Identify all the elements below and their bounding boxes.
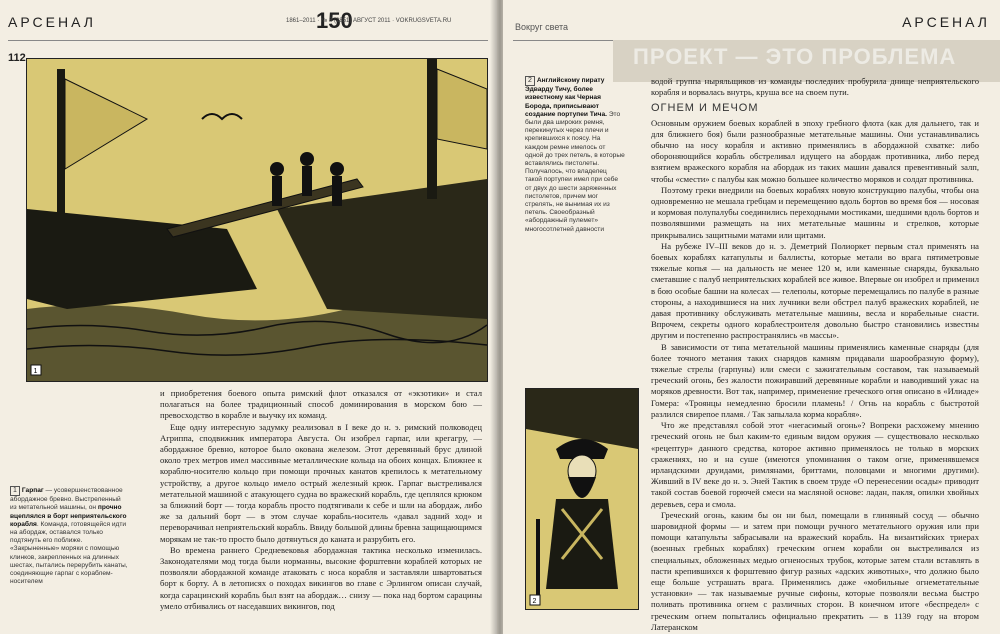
page-number-left: 112 bbox=[8, 52, 26, 64]
paragraph: На рубеже IV–III веков до н. э. Деметрий Полиоркет первым стал применять на боевых кораблях катапульты и баллисты, которые метали во врага пятиметровые тяжелые копья — на дальность не менее 120 м, или каменные снаряды, буквально сметавшие с палуб неприятельских кораблей все живое. Впервые он изобрел и применил в бою особые башни на колесах — гелеполы, которые перемещались по палубе в разные стороны, а находившиеся на них лучники вели обстрел палуб вражеских кораблей, не давая противнику обслуживать метательные машины, весла и корабельные снасти. Впрочем, секреты одного кораблестроителя довольно быстро становились известны другим и постепенно распространялись «в массы». bbox=[651, 240, 979, 341]
paragraph: Поэтому греки внедрили на боевых кораблях новую конструкцию палубы, чтобы она одновременно не мешала гребцам и перемещению вдоль бортов во время боя — носовая и кормовая полупалубы соединились переходными мостиками, шедшими вдоль бортов и позволявшими размещать на них метательные машины и стрелков, которые прикрывались защитными матами или щитами. bbox=[651, 184, 979, 240]
caption-2 bbox=[525, 76, 625, 234]
paragraph: Основным оружием боевых кораблей в эпоху гребного флота (как для дальнего, так и для ближнего боя) были разнообразные метательные машины. Они устанавливались обычно на носу корабля и активно применялись в абордажной схватке: либо обороняющийся корабль обстреливал идущего на абордаж противника, либо перед взятием вражеского корабля на абордаж из таких машин давался превентивный залп, чтобы «смести» с палубы как можно большее количество моряков и солдат противника. bbox=[651, 117, 979, 184]
anniversary-logo: 150 bbox=[316, 8, 353, 33]
boarding-illustration bbox=[26, 58, 488, 382]
masthead-line: 1861–2011 · № 8 (2851) АВГУСТ 2011 · VOKRUGSVETA.RU bbox=[286, 18, 452, 24]
svg-text:1: 1 bbox=[33, 368, 38, 375]
article-body-right bbox=[651, 76, 979, 633]
caption-number: 2 bbox=[525, 76, 535, 86]
left-page bbox=[0, 0, 497, 634]
pirate-drawing bbox=[526, 389, 638, 609]
paragraph: водой группа ныряльщиков из команды последних пробурила днище неприятельского корабля и ворвалась внутрь, круша все на своем пути. bbox=[651, 76, 979, 98]
pirate-illustration bbox=[525, 388, 639, 610]
caption-text-end: . Команда, готовящейся идти на абордаж, оставался только подтянуть его поближе. «Закрыненные» моряки с помощью клинков, закрепленных на длинных шестах, пытались перерубить канаты, соединяющие гарпаг с кораблем-носителем bbox=[10, 520, 128, 586]
paragraph: Еще одну интересную задумку реализовал в I веке до н. э. римский полководец Агриппа, сподвижник императора Августа. Он изобрел гарпаг, или крегагру, — абордажное бревно, которое было окована железом. Этот деревянный брус длиной около трех метров имел массивные металлические кольца на обоих концах. Ближнее к кораблю-носителю кольцо при помощи прочных канатов крепилось к метательному устройству, а другое кольцо имело острый железный крюк. Гарпаг выстреливался метательной машиной с атакующего судна во вражеский корабль, где цеплялся крюком за ближний борт — тогда корабль просто подтягивали к себе и шли на абордаж, либо же за дальний борт — в этом случае корабль-носитель «давал задний ход» и переворачивал неприятельский корабль. Ввиду большой длины бревна защищающимся морякам не так-то просто было дотянуться до каната и разрубить его. bbox=[160, 421, 482, 544]
subheading: ОГНЕМ И МЕЧОМ bbox=[651, 102, 759, 115]
caption-text: Это были два широких ремня, перекинутых через плечи и крепившихся к поясу. На каждом ремне имелось от одной до трех петель, в которые вставлялись пистолеты. Получалось, что владелец такой портупеи имел при себе от двух до шести заряженных пистолетов, причем мог стрелять, не вынимая их из петель. Своеобразный «абордажный пулемет» многосотлетней давности bbox=[525, 110, 625, 233]
caption-1 bbox=[10, 486, 128, 586]
paragraph: Что же представлял собой этот «негасимый огонь»? Вопреки расхожему мнению греческий огонь не был каким-то единым видом оружия — существовало несколько «рецептур» данного средства, которое активно применялось не только в морских сражениях, но и на суше (имеются упоминания о таком огне, применявшемся ирландскими друидами, римлянами, бриттами, половцами и многими другими). Живший в IV веке до н. э. Эней Тактик в своем труде «О перенесении осады» приводит такой состав боевой горючей смеси на масляной основе: ладан, пакля, опилки хвойных деревьев, сера и смола. bbox=[651, 420, 979, 509]
section-title: АРСЕНАЛ bbox=[902, 14, 990, 30]
paragraph: Греческий огонь, каким бы он ни был, помещали в глиняный сосуд — обычно шаровидной формы — и затем при помощи ручного метательного оружия или при помощи катапульты забрасывали на вражеский корабль. На византийских триерах (военных гребных кораблях) греческим огнем корабли он выстреливался из специальных, обложенных медью огненосных трубок, которые затем стали вставлять в пасти крепившихся к форштевню фигур разных «адских животных», что должно было еще больше устрашать врага. Применялись даже «мобильные огнеметательные установки» — так называемые ручные сифоны, которые позволяли весьма быстро поливать противника огнем с различных сторон. В конечном итоге «беспредел» с греческим огнем попытались официально прекратить — в 1139 году на втором Латеранском bbox=[651, 509, 979, 632]
left-section-title bbox=[8, 14, 96, 32]
article-body-left bbox=[160, 388, 482, 612]
right-page bbox=[503, 0, 1000, 634]
caption-number: 1 bbox=[10, 486, 20, 496]
picture-number: 2 bbox=[532, 598, 537, 605]
caption-text: — усовершенствованное абордажное бревно. Выстреленный из метательной машины, он bbox=[10, 487, 123, 512]
paragraph: и приобретения боевого опыта римский флот отказался от «экзотики» и стал полагаться на более традиционный способ доминирования в морском бою — превосходство в корабле и выучку их команд. bbox=[160, 388, 482, 421]
caption-bold: прочно вцеплялся в борт неприятельского корабля bbox=[10, 504, 127, 528]
paragraph: Во времена раннего Средневековья абордажная тактика несколько изменилась. Законодателями мод тогда были норманны, высокие форштевни кораблей которых не позволяли абордажной команде атаковать с носа корабля и заставляли швартоваться борт к борту. А в летописях о походах викингов во главе с Эрлингом описан случай, когда сарацинский корабль был взят на абордаж… снизу — пока над бортом сарацины умело отбивались от наседавших викингов, под bbox=[160, 544, 482, 611]
paragraph: В зависимости от типа метательной машины применялись каменные снаряды (для более точного метания таких снарядов камням придавали шарообразную форму), тяжелые стрелы (гарпуны) или смеси с зажигательным составом, так называемый греческий огонь, без жалости пожиравший деревянные корабли и наводивший ужас на моряков древности. Вот так, например, применение греческого огня описано в «Илиаде» Гомера: «Троянцы немедленно бросили пламень! / Огнь на корабль с быстротой разлился свирепое пламя. / Так запылала корма корабля». bbox=[651, 341, 979, 419]
decorative-title: ПРОЕКТ — ЭТО ПРОБЛЕМА bbox=[633, 44, 957, 69]
caption-term: Гарпаг bbox=[21, 487, 44, 494]
section-title: АРСЕНАЛ bbox=[8, 14, 96, 30]
illustration-drawing bbox=[27, 59, 487, 381]
caption-bold: Английскому пирату Эдварду Тичу, более известному как Черная Борода, приписывают создание портупеи Тича. bbox=[525, 77, 607, 118]
header-rule bbox=[8, 40, 488, 41]
magazine-name: Вокруг света bbox=[515, 22, 569, 32]
right-section-title bbox=[902, 14, 990, 32]
